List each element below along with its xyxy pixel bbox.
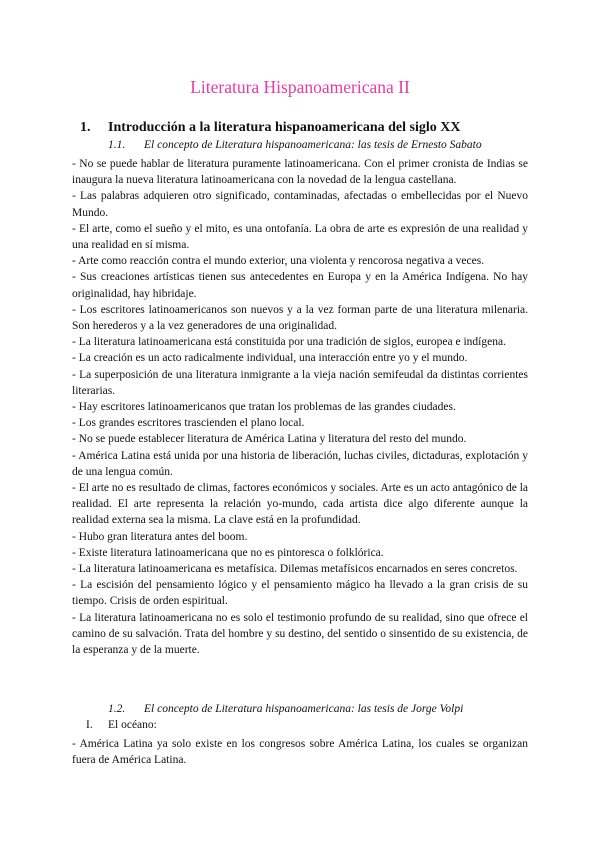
paragraph: - La literatura latinoamericana está constituida por una tradición de siglos, europea e indígena.: [72, 336, 506, 349]
roman-heading: [86, 717, 157, 733]
subsection-title: El concepto de Literatura hispanoamericana: las tesis de Ernesto Sabato: [144, 139, 482, 151]
paragraph: - La creación es un acto radicalmente individual, una interacción entre yo y el mundo.: [72, 352, 468, 365]
paragraph: - Arte como reacción contra el mundo exterior, una violenta y rencorosa negativa a veces.: [72, 255, 485, 268]
paragraph: - No se puede hablar de literatura puramente latinoamericana. Con el primer cronista de Indias se inaugura la nueva literatura latinoamericana con la novedad de la lengua castellana.: [72, 158, 528, 187]
subsection-number: 1.1.: [108, 139, 126, 151]
section-heading: [80, 119, 460, 137]
paragraph: - El arte no es resultado de climas, factores económicos y sociales. Arte es un acto antagónico de la realidad. El arte representa la relación yo-mundo, cada artista dice algo diferente aunque la realidad externa sea la misma. La clave está en la profundidad.: [72, 482, 529, 527]
body-text-1: [72, 156, 528, 658]
roman-label: El océano:: [108, 719, 157, 731]
paragraph: - Sus creaciones artísticas tienen sus antecedentes en Europa y en la América Indígena. No hay originalidad, hay hibridaje.: [72, 271, 528, 300]
paragraph: - La literatura latinoamericana no es solo el testimonio profundo de su realidad, sino que ofrece el camino de su salvación. Trata del hombre y su destino, del sentido o sinsentido de su existencia, de la esperanza y de la muerte.: [72, 611, 528, 657]
paragraph: - Las palabras adquieren otro significado, contaminadas, afectadas o embellecidas por el Nuevo Mundo.: [72, 190, 528, 219]
paragraph: - Hubo gran literatura antes del boom.: [72, 530, 248, 543]
paragraph: - No se puede establecer literatura de América Latina y literatura del resto del mundo.: [72, 433, 467, 446]
paragraph: - El arte, como el sueño y el mito, es una ontofanía. La obra de arte es expresión de una realidad y una realidad en sí misma.: [72, 222, 528, 252]
subsection-number: 1.2.: [108, 703, 126, 715]
section-title: Introducción a la literatura hispanoamericana del siglo XX: [108, 120, 461, 135]
subsection-title: El concepto de Literatura hispanoamericana: las tesis de Jorge Volpi: [144, 703, 464, 715]
document-title: Literatura Hispanoamericana II: [190, 77, 410, 97]
paragraph: - América Latina ya solo existe en los congresos sobre América Latina, los cuales se organizan fuera de América Latina.: [72, 738, 528, 767]
subsection-heading-1: [108, 138, 482, 152]
paragraph: - La escisión del pensamiento lógico y el pensamiento mágico ha llevado a la gran crisis de su tiempo. Crisis de orden espiritual.: [72, 579, 528, 608]
paragraph: - Hay escritores latinoamericanos que tratan los problemas de las grandes ciudades.: [72, 401, 456, 414]
paragraph: - La superposición de una literatura inmigrante a la vieja nación semifeudal da distintas corrientes literarias.: [72, 368, 528, 397]
paragraph: - Existe literatura latinoamericana que no es pintoresca o folklórica.: [72, 546, 384, 559]
paragraph: - La literatura latinoamericana es metafísica. Dilemas metafísicos encarnados en seres concretos.: [72, 563, 518, 576]
paragraph: - Los grandes escritores trascienden el plano local.: [72, 417, 305, 430]
paragraph: - América Latina está unida por una historia de liberación, luchas civiles, dictaduras, explotación y de una lengua común.: [72, 449, 528, 478]
paragraph: - Los escritores latinoamericanos son nuevos y a la vez forman parte de una literatura milenaria. Son herederos y a la vez generadores de una originalidad.: [72, 303, 528, 333]
body-text-2: [72, 736, 528, 768]
subsection-heading-2: [108, 702, 463, 716]
section-number: 1.: [80, 120, 91, 135]
roman-number: I.: [86, 719, 93, 731]
